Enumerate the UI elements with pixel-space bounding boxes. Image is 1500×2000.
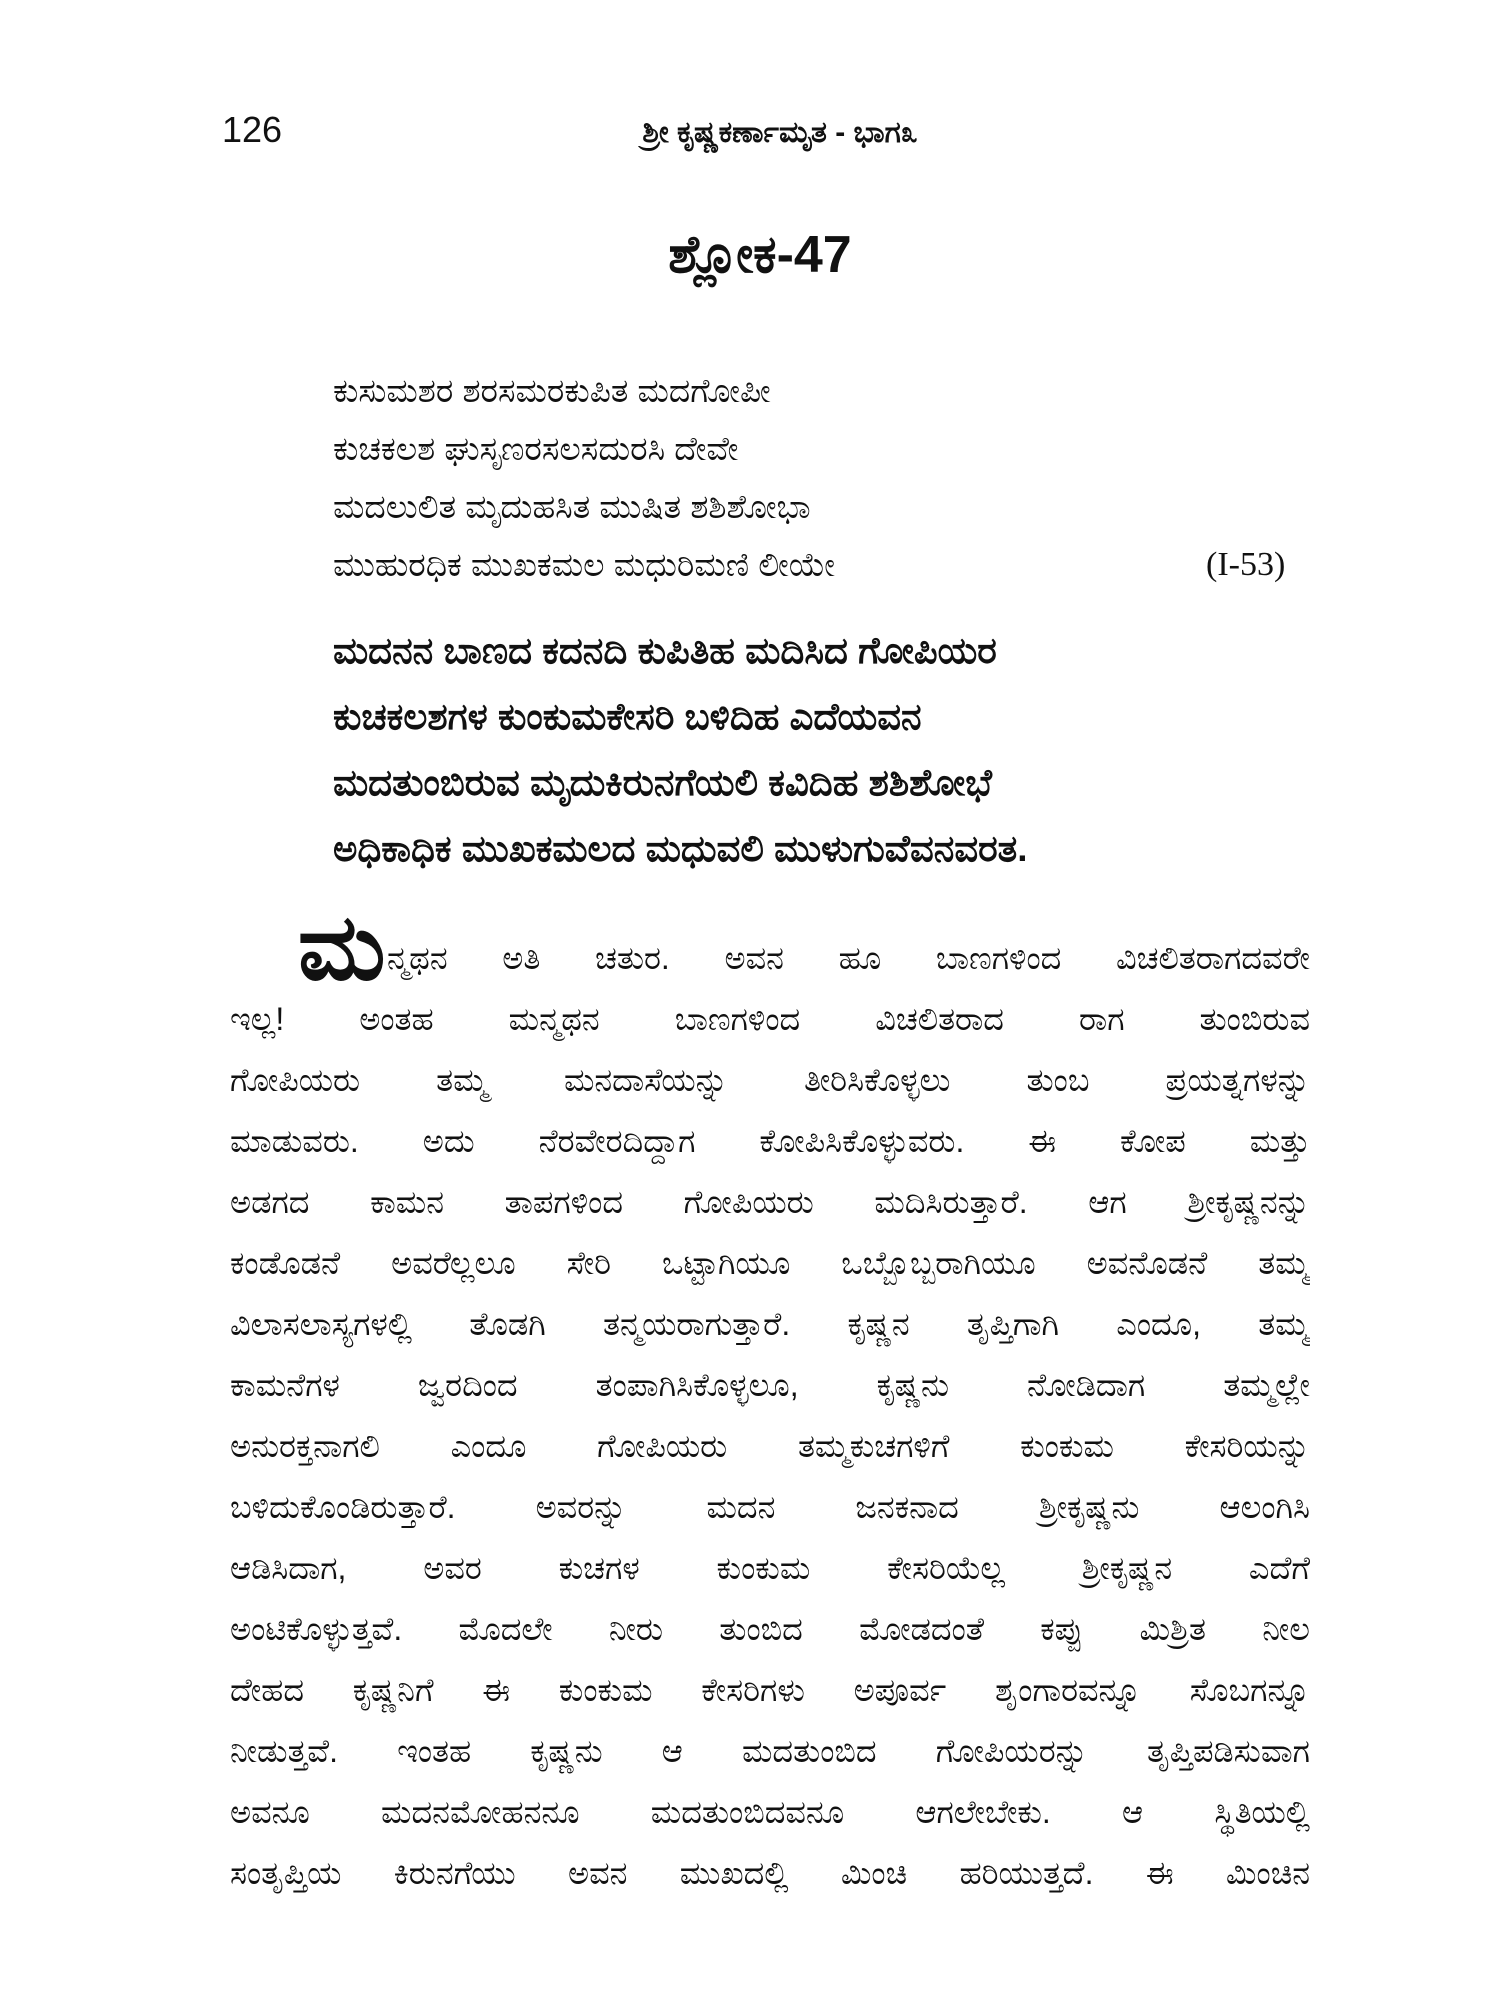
paragraph-line: ಗೋಪಿಯರು ತಮ್ಮ ಮನದಾಸೆಯನ್ನು ತೀರಿಸಿಕೊಳ್ಳಲು ತುಂಬ ಪ್ರಯತ್ನಗಳನ್ನು: [230, 1062, 1310, 1098]
paragraph-line: ಆಡಿಸಿದಾಗ, ಅವರ ಕುಚಗಳ ಕುಂಕುಮ ಕೇಸರಿಯೆಲ್ಲ ಶ್ರೀಕೃಷ್ಣನ ಎದೆಗೆ: [230, 1550, 1310, 1586]
paragraph-line: ಅಂಟಿಕೊಳ್ಳುತ್ತವೆ. ಮೊದಲೇ ನೀರು ತುಂಬಿದ ಮೋಡದಂತೆ ಕಪ್ಪು ಮಿಶ್ರಿತ ನೀಲ: [230, 1611, 1310, 1647]
paragraph-line: ಬಳಿದುಕೊಂಡಿರುತ್ತಾರೆ. ಅವರನ್ನು ಮದನ ಜನಕನಾದ ಶ್ರೀಕೃಷ್ಣನು ಆಲಂಗಿಸಿ: [230, 1489, 1310, 1525]
paragraph-line: ಅವನೂ ಮದನಮೋಹನನೂ ಮದತುಂಬಿದವನೂ ಆಗಲೇಬೇಕು. ಆ ಸ್ಥಿತಿಯಲ್ಲಿ: [230, 1794, 1310, 1830]
shloka-title: ಶ್ಲೋಕ-47: [668, 226, 852, 284]
paragraph-line: ಮಾಡುವರು. ಅದು ನೆರವೇರದಿದ್ದಾಗ ಕೋಪಿಸಿಕೊಳ್ಳುವರು. ಈ ಕೋಪ ಮತ್ತು: [230, 1123, 1310, 1159]
translation-line: ಕುಚಕಲಶಗಳ ಕುಂಕುಮಕೇಸರಿ ಬಳಿದಿಹ ಎದೆಯವನ: [333, 696, 922, 737]
drop-cap: ಮ: [298, 897, 386, 999]
translation-line: ಮದನನ ಬಾಣದ ಕದನದಿ ಕುಪಿತಿಹ ಮದಿಸಿದ ಗೋಪಿಯರ: [333, 630, 997, 671]
kannada-translation: [333, 618, 1333, 882]
paragraph-line: ದೇಹದ ಕೃಷ್ಣನಿಗೆ ಈ ಕುಂಕುಮ ಕೇಸರಿಗಳು ಅಪೂರ್ವ ಶೃಂಗಾರವನ್ನೂ ಸೊಬಗನ್ನೂ: [230, 1672, 1310, 1708]
sanskrit-verse: [333, 362, 1333, 594]
verse-line: ಕುಚಕಲಶ ಘುಸೃಣರಸಲಸದುರಸಿ ದೇವೇ: [333, 430, 739, 467]
paragraph-line: ಸಂತೃಪ್ತಿಯ ಕಿರುನಗೆಯು ಅವನ ಮುಖದಲ್ಲಿ ಮಿಂಚಿ ಹರಿಯುತ್ತದೆ. ಈ ಮಿಂಚಿನ: [230, 1855, 1310, 1891]
verse-line: ಕುಸುಮಶರ ಶರಸಮರಕುಪಿತ ಮದಗೋಪೀ: [333, 372, 771, 409]
paragraph-line: ನೀಡುತ್ತವೆ. ಇಂತಹ ಕೃಷ್ಣನು ಆ ಮದತುಂಬಿದ ಗೋಪಿಯರನ್ನು ತೃಪ್ತಿಪಡಿಸುವಾಗ: [230, 1733, 1310, 1769]
commentary-paragraph: [230, 928, 1310, 1904]
page-number: 126: [222, 109, 283, 150]
verse-reference: (I-53): [1206, 546, 1286, 583]
verse-line: ಮುಹುರಧಿಕ ಮುಖಕಮಲ ಮಧುರಿಮಣಿ ಲೀಯೇ: [333, 546, 835, 583]
paragraph-line: ಇಲ್ಲ! ಅಂತಹ ಮನ್ಮಥನ ಬಾಣಗಳಿಂದ ವಿಚಲಿತರಾದ ರಾಗ ತುಂಬಿರುವ: [230, 1001, 1310, 1037]
paragraph-line: ಅಡಗದ ಕಾಮನ ತಾಪಗಳಿಂದ ಗೋಪಿಯರು ಮದಿಸಿರುತ್ತಾರೆ. ಆಗ ಶ್ರೀಕೃಷ್ಣನನ್ನು: [230, 1184, 1310, 1220]
running-title: ಶ್ರೀ ಕೃಷ್ಣಕರ್ಣಾಮೃತ - ಭಾಗ೩: [642, 116, 918, 149]
paragraph-line: ಕಾಮನೆಗಳ ಜ್ವರದಿಂದ ತಂಪಾಗಿಸಿಕೊಳ್ಳಲೂ, ಕೃಷ್ಣನು ನೋಡಿದಾಗ ತಮ್ಮಲ್ಲೇ: [230, 1367, 1310, 1403]
paragraph-line: ವಿಲಾಸಲಾಸ್ಯಗಳಲ್ಲಿ ತೊಡಗಿ ತನ್ಮಯರಾಗುತ್ತಾರೆ. ಕೃಷ್ಣನ ತೃಪ್ತಿಗಾಗಿ ಎಂದೂ, ತಮ್ಮ: [230, 1306, 1310, 1342]
paragraph-line: ನ್ಮಥನ ಅತಿ ಚತುರ. ಅವನ ಹೂ ಬಾಣಗಳಿಂದ ವಿಚಲಿತರಾಗದವರೇ: [387, 940, 1310, 976]
translation-line: ಅಧಿಕಾಧಿಕ ಮುಖಕಮಲದ ಮಧುವಲಿ ಮುಳುಗುವೆವನವರತ.: [333, 828, 1028, 869]
paragraph-line: ಕಂಡೊಡನೆ ಅವರೆಲ್ಲಲೂ ಸೇರಿ ಒಟ್ಟಾಗಿಯೂ ಒಬ್ಬೊಬ್ಬರಾಗಿಯೂ ಅವನೊಡನೆ ತಮ್ಮ: [230, 1245, 1310, 1281]
translation-line: ಮದತುಂಬಿರುವ ಮೃದುಕಿರುನಗೆಯಲಿ ಕವಿದಿಹ ಶಶಿಶೋಭೆ: [333, 762, 992, 803]
paragraph-line: ಅನುರಕ್ತನಾಗಲಿ ಎಂದೂ ಗೋಪಿಯರು ತಮ್ಮಕುಚಗಳಿಗೆ ಕುಂಕುಮ ಕೇಸರಿಯನ್ನು: [230, 1428, 1310, 1464]
verse-line: ಮದಲುಲಿತ ಮೃದುಹಸಿತ ಮುಷಿತ ಶಶಿಶೋಭಾ: [333, 488, 811, 525]
